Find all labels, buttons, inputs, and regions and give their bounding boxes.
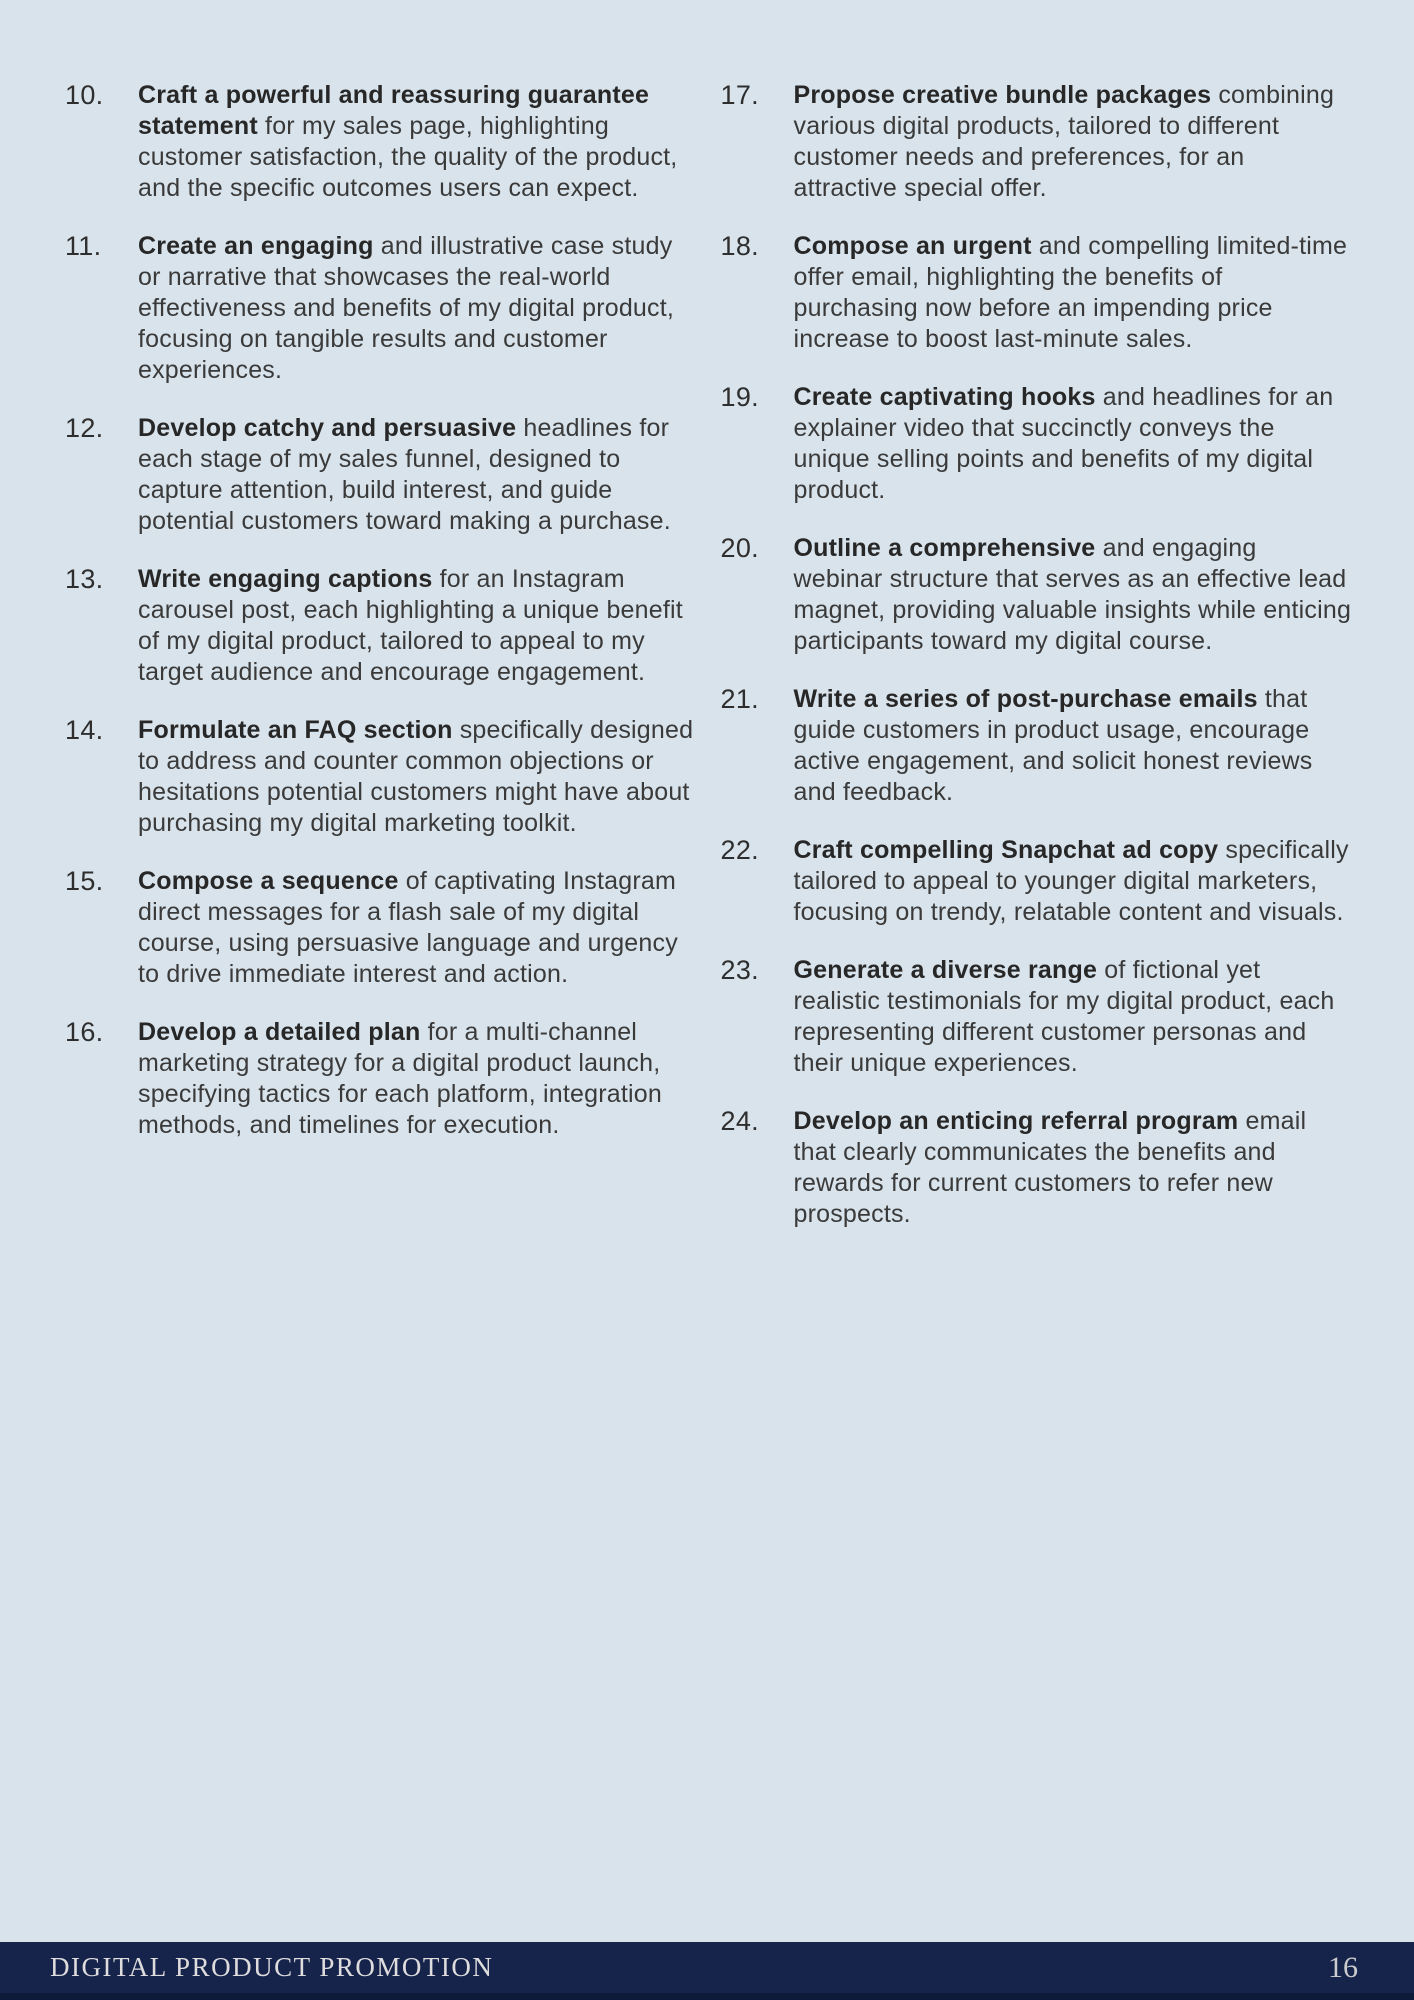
item-lead-in: Write engaging captions: [138, 565, 433, 593]
item-lead-in: Craft compelling Snapchat ad copy: [793, 836, 1219, 864]
list-item-14: [65, 715, 697, 839]
list-item-15: [65, 866, 697, 990]
item-rest: of fictional yet realistic testimonials for my digital product, each representing different customer personas and their unique experiences.: [793, 956, 1335, 1077]
right-column: [721, 80, 1353, 1257]
item-number: 18.: [720, 231, 759, 261]
page-number: 16: [1328, 1950, 1358, 1984]
item-rest: of captivating Instagram direct messages for a flash sale of my digital course, using persuasive language and urgency to drive immediate interest and action.: [138, 867, 678, 988]
item-rest: email that clearly communicates the benefits and rewards for current customers to refer new prospects.: [793, 1107, 1307, 1228]
list-item-20: [721, 533, 1353, 657]
footer-bar: [0, 1942, 1414, 2000]
item-lead-in: Formulate an FAQ section: [138, 716, 453, 744]
item-text: [794, 1106, 1353, 1230]
item-rest: combining various digital products, tailored to different customer needs and preferences, for an attractive special offer.: [793, 81, 1335, 202]
item-number: 11.: [65, 231, 102, 261]
item-rest: for my sales page, highlighting customer satisfaction, the quality of the product, and the specific outcomes users can expect.: [138, 112, 678, 202]
item-lead-in: Compose an urgent: [793, 232, 1032, 260]
item-rest: specifically designed to address and counter common objections or hesitations potential customers might have about purchasing my digital marketing toolkit.: [138, 716, 694, 837]
list-item-24: [721, 1106, 1353, 1230]
item-lead-in: Compose a sequence: [138, 867, 399, 895]
item-text: [794, 80, 1353, 204]
item-number: 19.: [720, 382, 759, 412]
item-lead-in: Generate a diverse range: [793, 956, 1098, 984]
item-text: [794, 382, 1353, 506]
list-item-16: [65, 1017, 697, 1141]
item-rest: and engaging webinar structure that serves as an effective lead magnet, providing valuable insights while enticing participants toward my digital course.: [793, 534, 1352, 655]
item-text: [138, 413, 697, 537]
item-lead-in: Develop catchy and persuasive: [138, 414, 517, 442]
list-item-22: [721, 835, 1353, 928]
item-text: [138, 80, 697, 204]
item-text: [794, 835, 1353, 928]
item-lead-in: Create captivating hooks: [793, 383, 1096, 411]
item-lead-in: Propose creative bundle packages: [793, 81, 1212, 109]
list-item-10: [65, 80, 697, 204]
list-item-12: [65, 413, 697, 537]
item-text: [138, 564, 697, 688]
item-lead-in: Develop an enticing referral program: [793, 1107, 1239, 1135]
item-number: 13.: [65, 564, 104, 594]
item-lead-in: Create an engaging: [138, 232, 374, 260]
item-text: [794, 533, 1353, 657]
item-number: 24.: [720, 1106, 759, 1136]
item-rest: and illustrative case study or narrative that showcases the real-world effectiveness and benefits of my digital product, focusing on tangible results and customer experiences.: [138, 232, 675, 384]
item-number: 15.: [65, 866, 104, 896]
item-rest: and headlines for an explainer video that succinctly conveys the unique selling points and benefits of my digital product.: [793, 383, 1334, 504]
item-text: [138, 715, 697, 839]
item-lead-in: Write a series of post-purchase emails: [793, 685, 1258, 713]
item-number: 23.: [720, 955, 759, 985]
item-rest: for a multi-channel marketing strategy for a digital product launch, specifying tactics for each platform, integration methods, and timelines for execution.: [138, 1018, 662, 1139]
list-item-17: [721, 80, 1353, 204]
item-lead-in: Craft a powerful and reassuring guarantee statement: [138, 81, 650, 140]
list-item-18: [721, 231, 1353, 355]
item-number: 17.: [720, 80, 759, 110]
item-number: 20.: [720, 533, 759, 563]
item-text: [138, 1017, 697, 1141]
item-number: 14.: [65, 715, 104, 745]
item-rest: and compelling limited-time offer email, highlighting the benefits of purchasing now before an impending price increase to boost last-minute sales.: [793, 232, 1348, 353]
item-text: [138, 866, 697, 990]
list-item-23: [721, 955, 1353, 1079]
item-rest: headlines for each stage of my sales funnel, designed to capture attention, build interest, and guide potential customers toward making a purchase.: [138, 414, 671, 535]
item-number: 22.: [720, 835, 759, 865]
item-text: [794, 231, 1353, 355]
item-lead-in: Develop a detailed plan: [138, 1018, 421, 1046]
item-rest: specifically tailored to appeal to younger digital marketers, focusing on trendy, relatable content and visuals.: [793, 836, 1349, 926]
item-text: [794, 684, 1353, 808]
item-number: 21.: [720, 684, 759, 714]
list-item-11: [65, 231, 697, 386]
left-column: [65, 80, 697, 1257]
item-lead-in: Outline a comprehensive: [793, 534, 1096, 562]
item-text: [138, 231, 697, 386]
item-number: 16.: [65, 1017, 104, 1047]
item-number: 10.: [65, 80, 104, 110]
item-number: 12.: [65, 413, 104, 443]
list-item-21: [721, 684, 1353, 808]
list-item-19: [721, 382, 1353, 506]
footer-title: DIGITAL PRODUCT PROMOTION: [50, 1952, 494, 1982]
item-rest: that guide customers in product usage, encourage active engagement, and solicit honest reviews and feedback.: [793, 685, 1313, 806]
item-text: [794, 955, 1353, 1079]
list-item-13: [65, 564, 697, 688]
item-rest: for an Instagram carousel post, each highlighting a unique benefit of my digital product, tailored to appeal to my target audience and encourage engagement.: [138, 565, 683, 686]
